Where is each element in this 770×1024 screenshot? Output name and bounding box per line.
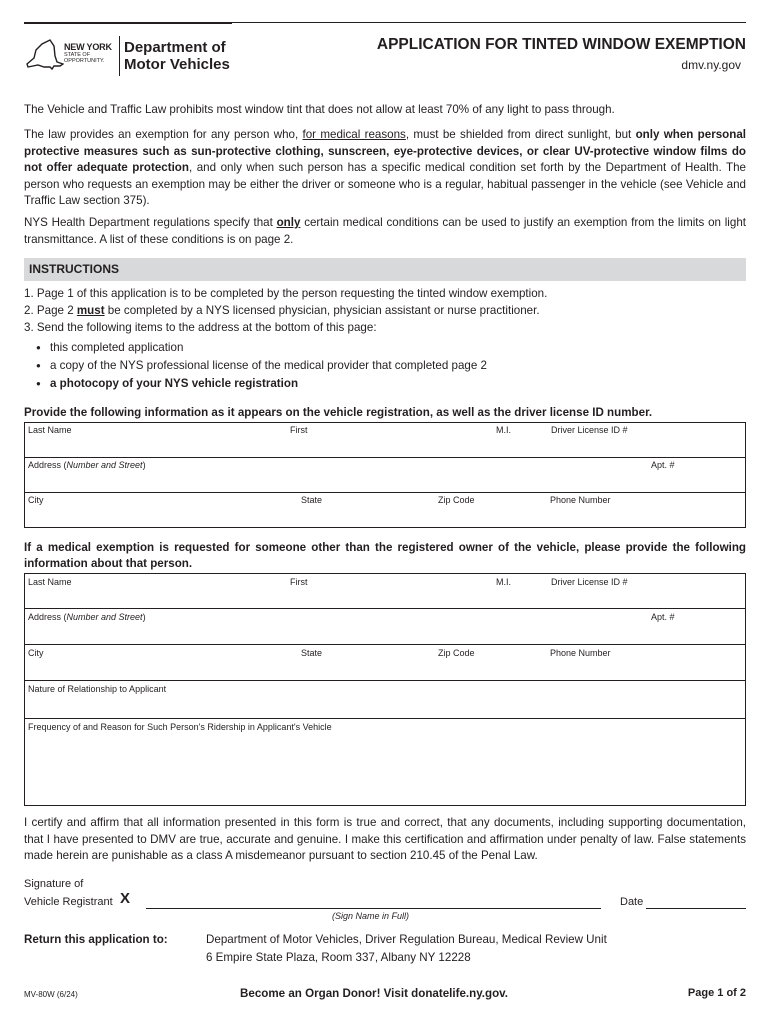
s1-last-name-label: Last Name xyxy=(28,425,72,435)
s1-apt-label: Apt. # xyxy=(651,460,675,470)
para3-text-c: certain medical conditions can be used to justify an exemption from the limits on light transmittance. A list of these conditions is on page 2. xyxy=(24,216,747,246)
s2-address-italic: Number and Street xyxy=(66,612,143,622)
signature-x-mark: X xyxy=(120,890,131,907)
s2-relationship-label: Nature of Relationship to Applicant xyxy=(28,684,167,694)
para2-emphasis: only when personal protective measures such as sun-protective clothing, sunscreen, eye-protective devices, or clear UV-protective window films do not offer adequate protection xyxy=(24,128,746,174)
s2-first-label: First xyxy=(290,577,308,587)
s1-address-label xyxy=(28,460,146,471)
row-divider xyxy=(24,457,746,458)
registrant-info-box xyxy=(24,422,746,528)
s1-first-label: First xyxy=(290,425,308,435)
signature-line[interactable] xyxy=(146,908,601,909)
website-link[interactable]: dmv.ny.gov xyxy=(681,58,741,72)
s1-state-label: State xyxy=(301,495,323,505)
ny-state-map-icon xyxy=(24,36,64,72)
s2-address-text: Address ( xyxy=(28,612,67,622)
instruction-bullets xyxy=(34,339,734,393)
date-label: Date xyxy=(620,896,644,908)
s1-address-text: Address ( xyxy=(28,460,67,470)
return-address-line1: Department of Motor Vehicles, Driver Regulation Bureau, Medical Review Unit xyxy=(206,933,607,946)
bullet-item: ● a copy of the NYS professional license of the medical provider that completed page 2 xyxy=(34,357,734,375)
intro-paragraph-1: The Vehicle and Traffic Law prohibits most window tint that does not allow at least 70% of any light to pass through. xyxy=(24,103,615,116)
instruction-1: 1. Page 1 of this application is to be completed by the person requesting the tinted window exemption. xyxy=(24,287,548,300)
dmv-name-line1: Department of xyxy=(124,39,226,56)
s2-phone-label: Phone Number xyxy=(550,648,611,658)
signature-label-line2: Vehicle Registrant xyxy=(24,896,113,908)
instructions-header-bar xyxy=(24,258,746,281)
s1-dl-id-label: Driver License ID # xyxy=(551,425,628,435)
ny-state-logo xyxy=(24,34,234,80)
s2-address-label xyxy=(28,612,146,623)
row-divider xyxy=(24,718,746,719)
dmv-name-line2: Motor Vehicles xyxy=(124,56,230,73)
intro-paragraph-3 xyxy=(24,215,746,248)
instr2-c: be completed by a NYS licensed physician, physician assistant or nurse practitioner. xyxy=(104,304,540,317)
section2-heading: If a medical exemption is requested for someone other than the registered owner of the vehicle, please provide the following information about that person. xyxy=(24,541,746,570)
s2-state-label: State xyxy=(301,648,323,658)
ny-wordmark-line1: NEW YORK xyxy=(64,42,112,52)
para2-text-c: , must be shielded from direct sunlight, but xyxy=(405,128,636,141)
instruction-2 xyxy=(24,303,746,320)
header-rule-thin xyxy=(232,22,746,23)
para3-text-a: NYS Health Department regulations specify that xyxy=(24,216,277,229)
s2-mi-label: M.I. xyxy=(496,577,511,587)
row-divider xyxy=(24,680,746,681)
section1-heading: Provide the following information as it appears on the vehicle registration, as well as the driver license ID number. xyxy=(24,406,653,419)
s1-address-italic: Number and Street xyxy=(66,460,143,470)
s1-address-close: ) xyxy=(142,460,146,470)
return-address-line2: 6 Empire State Plaza, Room 337, Albany NY 12228 xyxy=(206,951,471,964)
instr2-a: 2. Page 2 xyxy=(24,304,77,317)
sign-name-hint: (Sign Name in Full) xyxy=(332,911,410,921)
para2-text-a: The law provides an exemption for any person who, xyxy=(24,128,303,141)
row-divider xyxy=(24,608,746,609)
s2-address-close: ) xyxy=(142,612,146,622)
ny-wordmark-line3: OPPORTUNITY. xyxy=(64,58,105,64)
para2-text-e: , and only when such person has a specific medical condition set forth by the Department of Health. The person who requests an exemption may be either the driver or someone who is a regular, habitual passenger in the vehicle (see Vehicle and Traffic Law section 375). xyxy=(24,161,746,207)
certification-statement: I certify and affirm that all information presented in this form is true and correct, that any documents, including supporting documentation, that I have presented to DMV are true, accurate and genuine. I make this certification and affirmation under penalty of law. False statements made herein are punishable as a class A misdemeanor pursuant to section 210.45 of the Penal Law. xyxy=(24,816,746,862)
s1-city-label: City xyxy=(28,495,44,505)
bullet-item: ● this completed application xyxy=(34,339,734,357)
s2-dl-id-label: Driver License ID # xyxy=(551,577,628,587)
para2-medical-reasons: for medical reasons xyxy=(302,128,406,141)
form-title: APPLICATION FOR TINTED WINDOW EXEMPTION xyxy=(376,36,746,53)
date-line[interactable] xyxy=(646,908,746,909)
instr2-must: must xyxy=(76,304,105,317)
return-label: Return this application to: xyxy=(24,933,168,946)
bullet-item: ● a photocopy of your NYS vehicle registration xyxy=(34,375,734,393)
instructions-heading: INSTRUCTIONS xyxy=(29,262,119,276)
s2-frequency-label: Frequency of and Reason for Such Person's Ridership in Applicant's Vehicle xyxy=(28,722,332,732)
s2-city-label: City xyxy=(28,648,44,658)
s2-apt-label: Apt. # xyxy=(651,612,675,622)
para3-only: only xyxy=(276,216,301,229)
ny-wordmark-line2: STATE OF xyxy=(64,52,91,58)
intro-paragraph-2 xyxy=(24,127,746,210)
form-number: MV-80W (6/24) xyxy=(24,990,78,999)
s1-zip-label: Zip Code xyxy=(438,495,475,505)
header-rule-thick xyxy=(24,22,232,24)
row-divider xyxy=(24,644,746,645)
s2-last-name-label: Last Name xyxy=(28,577,72,587)
signature-label-line1: Signature of xyxy=(24,878,84,890)
s1-mi-label: M.I. xyxy=(496,425,511,435)
instruction-3: 3. Send the following items to the address at the bottom of this page: xyxy=(24,321,377,334)
organ-donor-message: Become an Organ Donor! Visit donatelife.ny.gov. xyxy=(240,987,508,1000)
row-divider xyxy=(24,492,746,493)
page-number: Page 1 of 2 xyxy=(687,987,746,999)
logo-divider xyxy=(119,36,120,76)
s1-phone-label: Phone Number xyxy=(550,495,611,505)
s2-zip-label: Zip Code xyxy=(438,648,475,658)
